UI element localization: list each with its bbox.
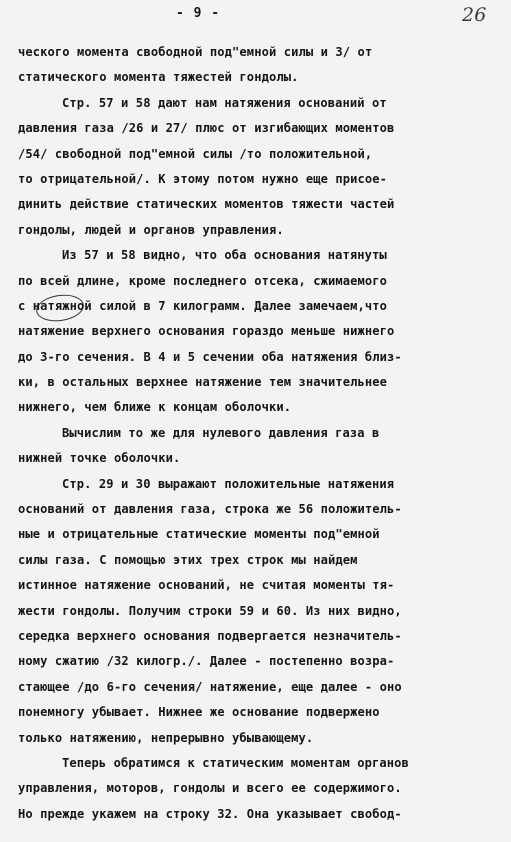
- text-line: Стр. 57 и 58 дают нам натяжения оснований от: [62, 95, 387, 110]
- text-line: по всей длине, кроме последнего отсека, сжимаемого: [18, 273, 388, 288]
- document-body: [18, 40, 504, 827]
- text-line: Но прежде укажем на строку 32. Она указывает свобод-: [18, 806, 402, 821]
- text-line: Из 57 и 58 видно, что оба основания натянуты: [62, 248, 387, 263]
- text-line: истинное натяжение оснований, не считая моменты тя-: [18, 578, 395, 593]
- text-line: нижней точке оболочки.: [18, 451, 181, 466]
- text-line: ки, в остальных верхнее натяжение тем значительнее: [18, 375, 388, 390]
- text-line: Вычислим то же для нулевого давления газа в: [62, 425, 380, 440]
- text-line: динить действие статических моментов тяжести частей: [18, 197, 395, 212]
- text-line: только натяжению, непрерывно убывающему.: [18, 730, 314, 745]
- text-line: стающее /до 6-го сечения/ натяжение, еще далее - оно: [18, 679, 402, 694]
- text-line: оснований от давления газа, строка же 56 положитель-: [18, 502, 402, 517]
- text-line: ческого момента свободной под"емной силы и 3/ от: [18, 45, 373, 59]
- text-line: ные и отрицательные статические моменты под"емной: [18, 527, 380, 542]
- text-line: /54/ свободной под"емной силы /то положительной,: [18, 146, 373, 161]
- text-line: натяжение верхнего основания гораздо меньше нижнего: [18, 324, 395, 339]
- text-line: понемногу убывает. Нижнее же основание подвержено: [18, 705, 380, 720]
- page-number: - 9 -: [176, 6, 221, 21]
- text-line: гондолы, людей и органов управления.: [18, 222, 284, 237]
- text-line: нижнего, чем ближе к концам оболочки.: [18, 400, 292, 415]
- text-line: Стр. 29 и 30 выражают положительные натяжения: [62, 476, 395, 491]
- text-line: Теперь обратимся к статическим моментам органов: [62, 755, 409, 770]
- text-line: с натяжной силой в 7 килограмм. Далее замечаем,что: [18, 298, 388, 313]
- archive-folio-mark: 26: [462, 4, 487, 26]
- text-line: то отрицательной/. К этому потом нужно еще присое-: [18, 171, 388, 186]
- text-line: ному сжатию /32 килогр./. Далее - постепенно возра-: [18, 654, 395, 669]
- page-header: [0, 4, 511, 28]
- text-line: жести гондолы. Получим строки 59 и 60. Из них видно,: [18, 603, 402, 618]
- text-line: силы газа. С помощью этих трех строк мы найдем: [18, 552, 358, 567]
- text-line: давления газа /26 и 27/ плюс от изгибающих моментов: [18, 121, 395, 136]
- text-line: статического момента тяжестей гондолы.: [18, 70, 299, 85]
- text-line: середка верхнего основания подвергается незначитель-: [18, 628, 402, 643]
- text-line: до 3-го сечения. В 4 и 5 сечении оба натяжения близ-: [18, 349, 402, 364]
- text-line: управления, моторов, гондолы и всего ее содержимого.: [18, 781, 402, 796]
